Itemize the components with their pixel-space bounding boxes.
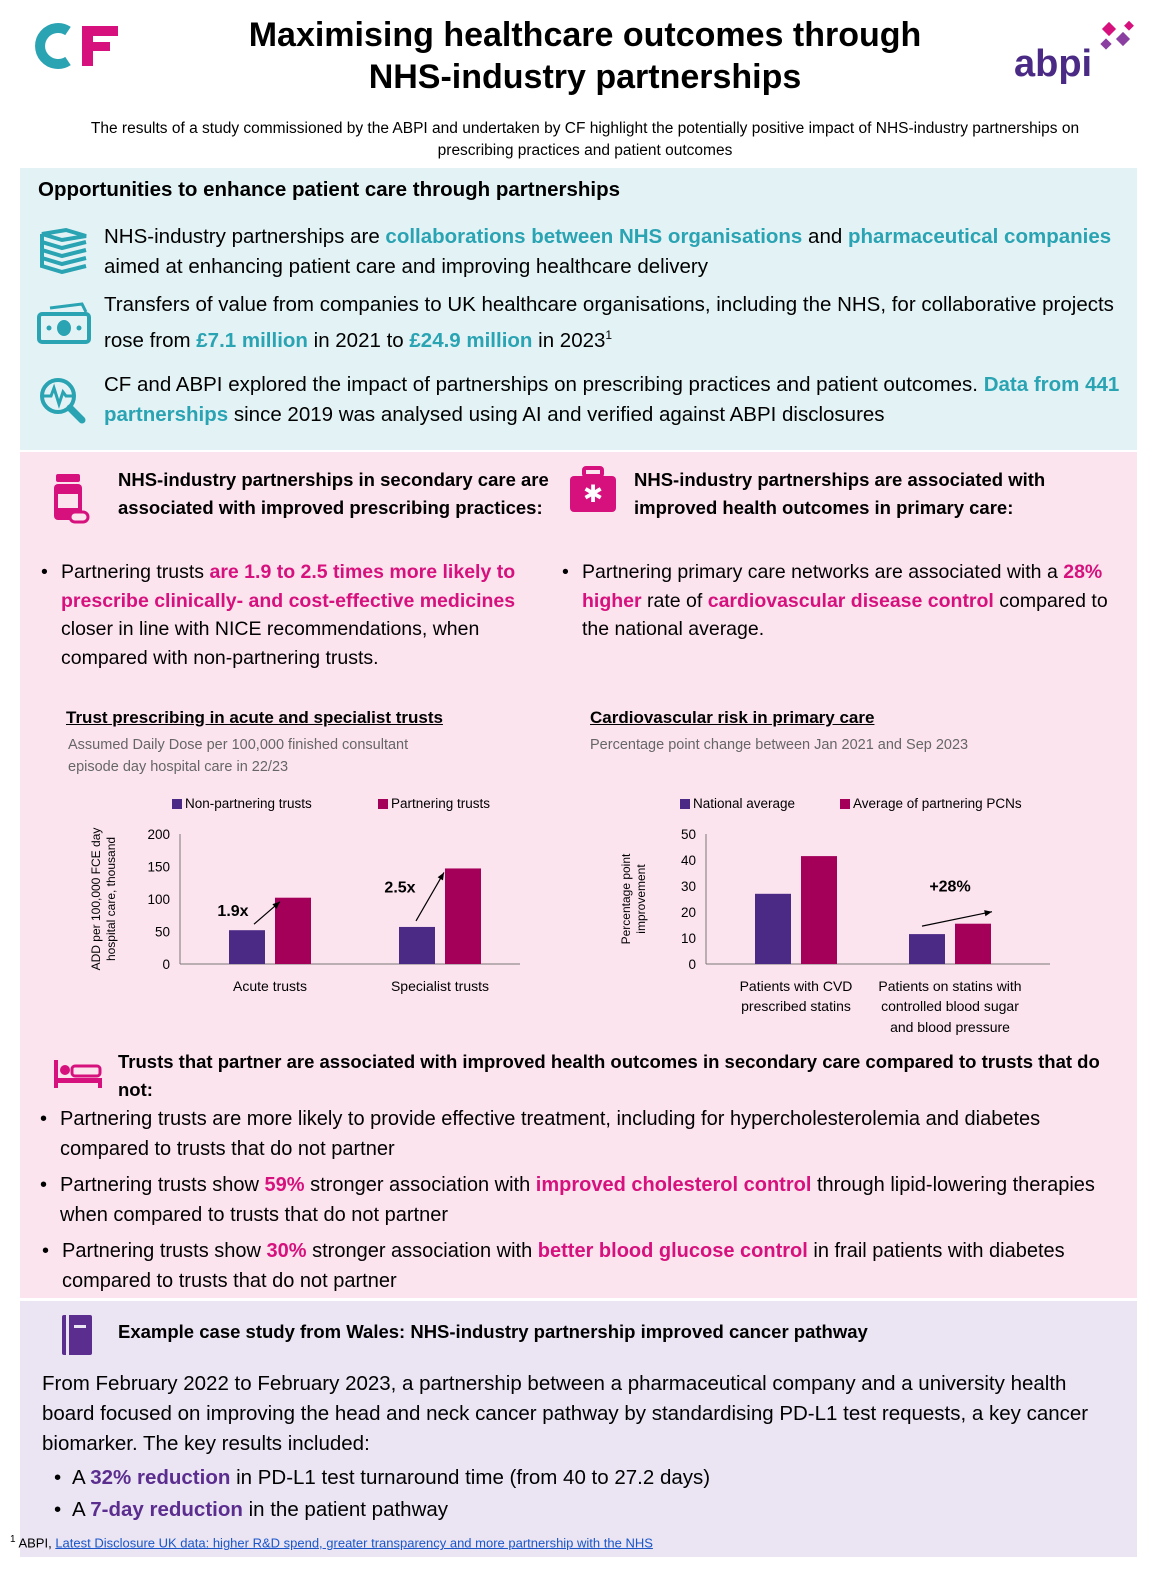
x-tick-label-line1: Patients with CVD: [739, 978, 853, 994]
y-tick-label: 40: [680, 853, 696, 868]
banknote-icon: [36, 300, 92, 348]
secondary-care-heading: NHS-industry partnerships in secondary care are associated with improved prescribing practices:: [118, 469, 549, 518]
x-tick-label: Acute trusts: [233, 978, 307, 994]
bullet-dot: •: [42, 1240, 50, 1262]
x-tick-label-line2: prescribed statins: [741, 998, 851, 1014]
abpi-logo: [1012, 20, 1136, 86]
footnote-source-link[interactable]: Latest Disclosure UK data: higher R&D spend, greater transparency and more partnership with the NHS: [55, 1535, 653, 1551]
primary-care-bullet: • Partnering primary care networks are associated with a 28% higher rate of cardiovascular disease control compared to the national average.: [582, 558, 1122, 644]
opportunity-text: Transfers of value from companies to UK healthcare organisations, including the NHS, for collaborative projects rose from £7.1 million in 2021 to £24.9 million in 2023$^1$: [104, 293, 1114, 352]
x-tick-label-line3: and blood pressure: [890, 1019, 1010, 1035]
footnote: $^1$ ABPI, Latest Disclosure UK data: higher R&D spend, greater transparency and more partnership with the NHS: [10, 1534, 653, 1551]
magnifier-pulse-icon: [36, 376, 92, 424]
y-tick-label: 0: [688, 957, 696, 972]
bar-0-1: [275, 898, 311, 964]
stacked-books-icon: [36, 226, 92, 274]
y-tick-label: 200: [147, 827, 170, 842]
y-tick-label: 20: [680, 905, 696, 920]
bullet-dot: •: [41, 561, 48, 583]
annotation-label: 2.5x: [384, 879, 416, 897]
x-tick-label-line1: Patients on statins with: [878, 978, 1022, 994]
abpi-wordmark: abpi: [1014, 43, 1093, 85]
medical-kit-icon: [568, 466, 618, 514]
y-tick-label: 50: [680, 827, 696, 842]
y-axis-label-line2: improvement: [634, 864, 648, 934]
bar-1-1: [445, 868, 481, 964]
pill-bottle-icon: [50, 472, 90, 526]
prescribing-bar-chart: [60, 784, 530, 1004]
opportunity-text: CF and ABPI explored the impact of partnerships on prescribing practices and patient outcomes. Data from 441 partnerships since 2019 was analysed using AI and verified against ABPI disclosures: [104, 373, 1120, 426]
legend-swatch-1: [378, 799, 388, 809]
bullet-dot: •: [40, 1174, 48, 1196]
title-line-1: Maximising healthcare outcomes through: [248, 16, 922, 54]
cf-logo: [30, 22, 122, 70]
case-result-turnaround: • A 32% reduction in PD-L1 test turnaround time (from 40 to 27.2 days): [72, 1463, 972, 1493]
y-tick-label: 10: [680, 931, 696, 946]
primary-care-heading: NHS-industry partnerships are associated with improved health outcomes in primary care:: [634, 469, 1046, 518]
y-axis-label-line1: ADD per 100,000 FCE day: [89, 827, 103, 971]
bar-1-0: [399, 927, 435, 964]
case-study-heading: Example case study from Wales: NHS-industry partnership improved cancer pathway: [118, 1321, 868, 1342]
y-tick-label: 0: [162, 957, 170, 972]
chart-1-title: Trust prescribing in acute and specialist trusts: [66, 708, 443, 727]
outcome-bullet-effective-treatment: • Partnering trusts are more likely to provide effective treatment, including for hypercholesterolemia and diabetes compared to trusts that do not partner: [60, 1104, 1120, 1164]
annotation-arrow-head: [984, 910, 992, 916]
legend-swatch-0: [172, 799, 182, 809]
header: [0, 0, 1170, 170]
chart-2-subtitle: Percentage point change between Jan 2021 and Sep 2023: [590, 737, 969, 753]
legend-label-1: Average of partnering PCNs: [853, 796, 1022, 811]
legend-swatch-0: [680, 799, 690, 809]
y-tick-label: 30: [680, 879, 696, 894]
annotation-arrow-head: [438, 872, 444, 880]
annotation-label: +28%: [929, 878, 971, 896]
bar-0-0: [755, 894, 791, 964]
annotation-arrow: [416, 872, 444, 921]
abpi-mark-icon: [1100, 21, 1134, 50]
cardiovascular-bar-chart: [580, 784, 1100, 1044]
bar-0-0: [229, 930, 265, 964]
legend-swatch-1: [840, 799, 850, 809]
y-tick-label: 150: [147, 859, 170, 875]
case-result-pathway: • A 7-day reduction in the patient pathway: [72, 1495, 972, 1525]
opportunities-section: [20, 168, 1137, 450]
opportunity-text: NHS-industry partnerships are collaborations between NHS organisations and pharmaceutical companies aimed at enhancing patient care and improving healthcare delivery: [104, 225, 1112, 278]
annotation-label: 1.9x: [217, 903, 249, 921]
opportunities-heading: Opportunities to enhance patient care through partnerships: [38, 178, 621, 201]
x-tick-label: Specialist trusts: [390, 978, 490, 994]
outcomes-section: [20, 452, 1137, 1298]
bullet-dot: •: [562, 561, 569, 583]
secondary-outcomes-heading: Trusts that partner are associated with improved health outcomes in secondary care compared to trusts that do not:: [118, 1051, 1100, 1100]
case-study-section: [20, 1301, 1137, 1557]
subtitle: The results of a study commissioned by the ABPI and undertaken by CF highlight the potentially positive impact of NHS-industry partnerships on prescribing practices and patient outcomes: [90, 120, 1080, 159]
notebook-icon: [60, 1313, 94, 1357]
legend-label-1: Partnering trusts: [391, 796, 491, 811]
hospital-bed-icon: [52, 1058, 104, 1090]
bullet-dot: •: [54, 1466, 62, 1489]
y-axis-label-line1: Percentage point: [619, 853, 633, 945]
page-title: [160, 14, 1010, 98]
title-line-2: NHS-industry partnerships: [368, 58, 802, 96]
bar-0-1: [801, 856, 837, 964]
secondary-care-bullet: • Partnering trusts are 1.9 to 2.5 times more likely to prescribe clinically- and cost-effective medicines closer in line with NICE recommendations, when compared with non-partnering trusts.: [61, 558, 541, 672]
legend-label-0: Non-partnering trusts: [185, 796, 312, 811]
chart-1-subtitle: Assumed Daily Dose per 100,000 finished consultant episode day hospital care in 22/23: [68, 737, 409, 775]
outcome-bullet-cholesterol: • Partnering trusts show 59% stronger association with improved cholesterol control through lipid-lowering therapies when compared to trusts that do not partner: [60, 1170, 1120, 1230]
y-tick-label: 100: [147, 892, 170, 907]
outcome-bullet-glucose: • Partnering trusts show 30% stronger association with better blood glucose control in frail patients with diabetes compared to trusts that do not partner: [62, 1236, 1102, 1296]
case-study-body: From February 2022 to February 2023, a partnership between a pharmaceutical company and a university health board focused on improving the head and neck cancer pathway by standardising PD-L1 test requests, a key cancer biomarker. The key results included:: [42, 1372, 1089, 1455]
bullet-dot: •: [40, 1108, 48, 1130]
y-axis-label-line2: hospital care, thousand: [104, 836, 118, 962]
y-tick-label: 50: [154, 924, 170, 940]
svg-text:✱: ✱: [582, 481, 604, 508]
bar-1-1: [955, 924, 991, 964]
chart-2-title: Cardiovascular risk in primary care: [590, 708, 875, 727]
bullet-dot: •: [54, 1498, 62, 1521]
bar-1-0: [909, 934, 945, 964]
x-tick-label-line2: controlled blood sugar: [881, 998, 1019, 1014]
legend-label-0: National average: [693, 796, 796, 811]
